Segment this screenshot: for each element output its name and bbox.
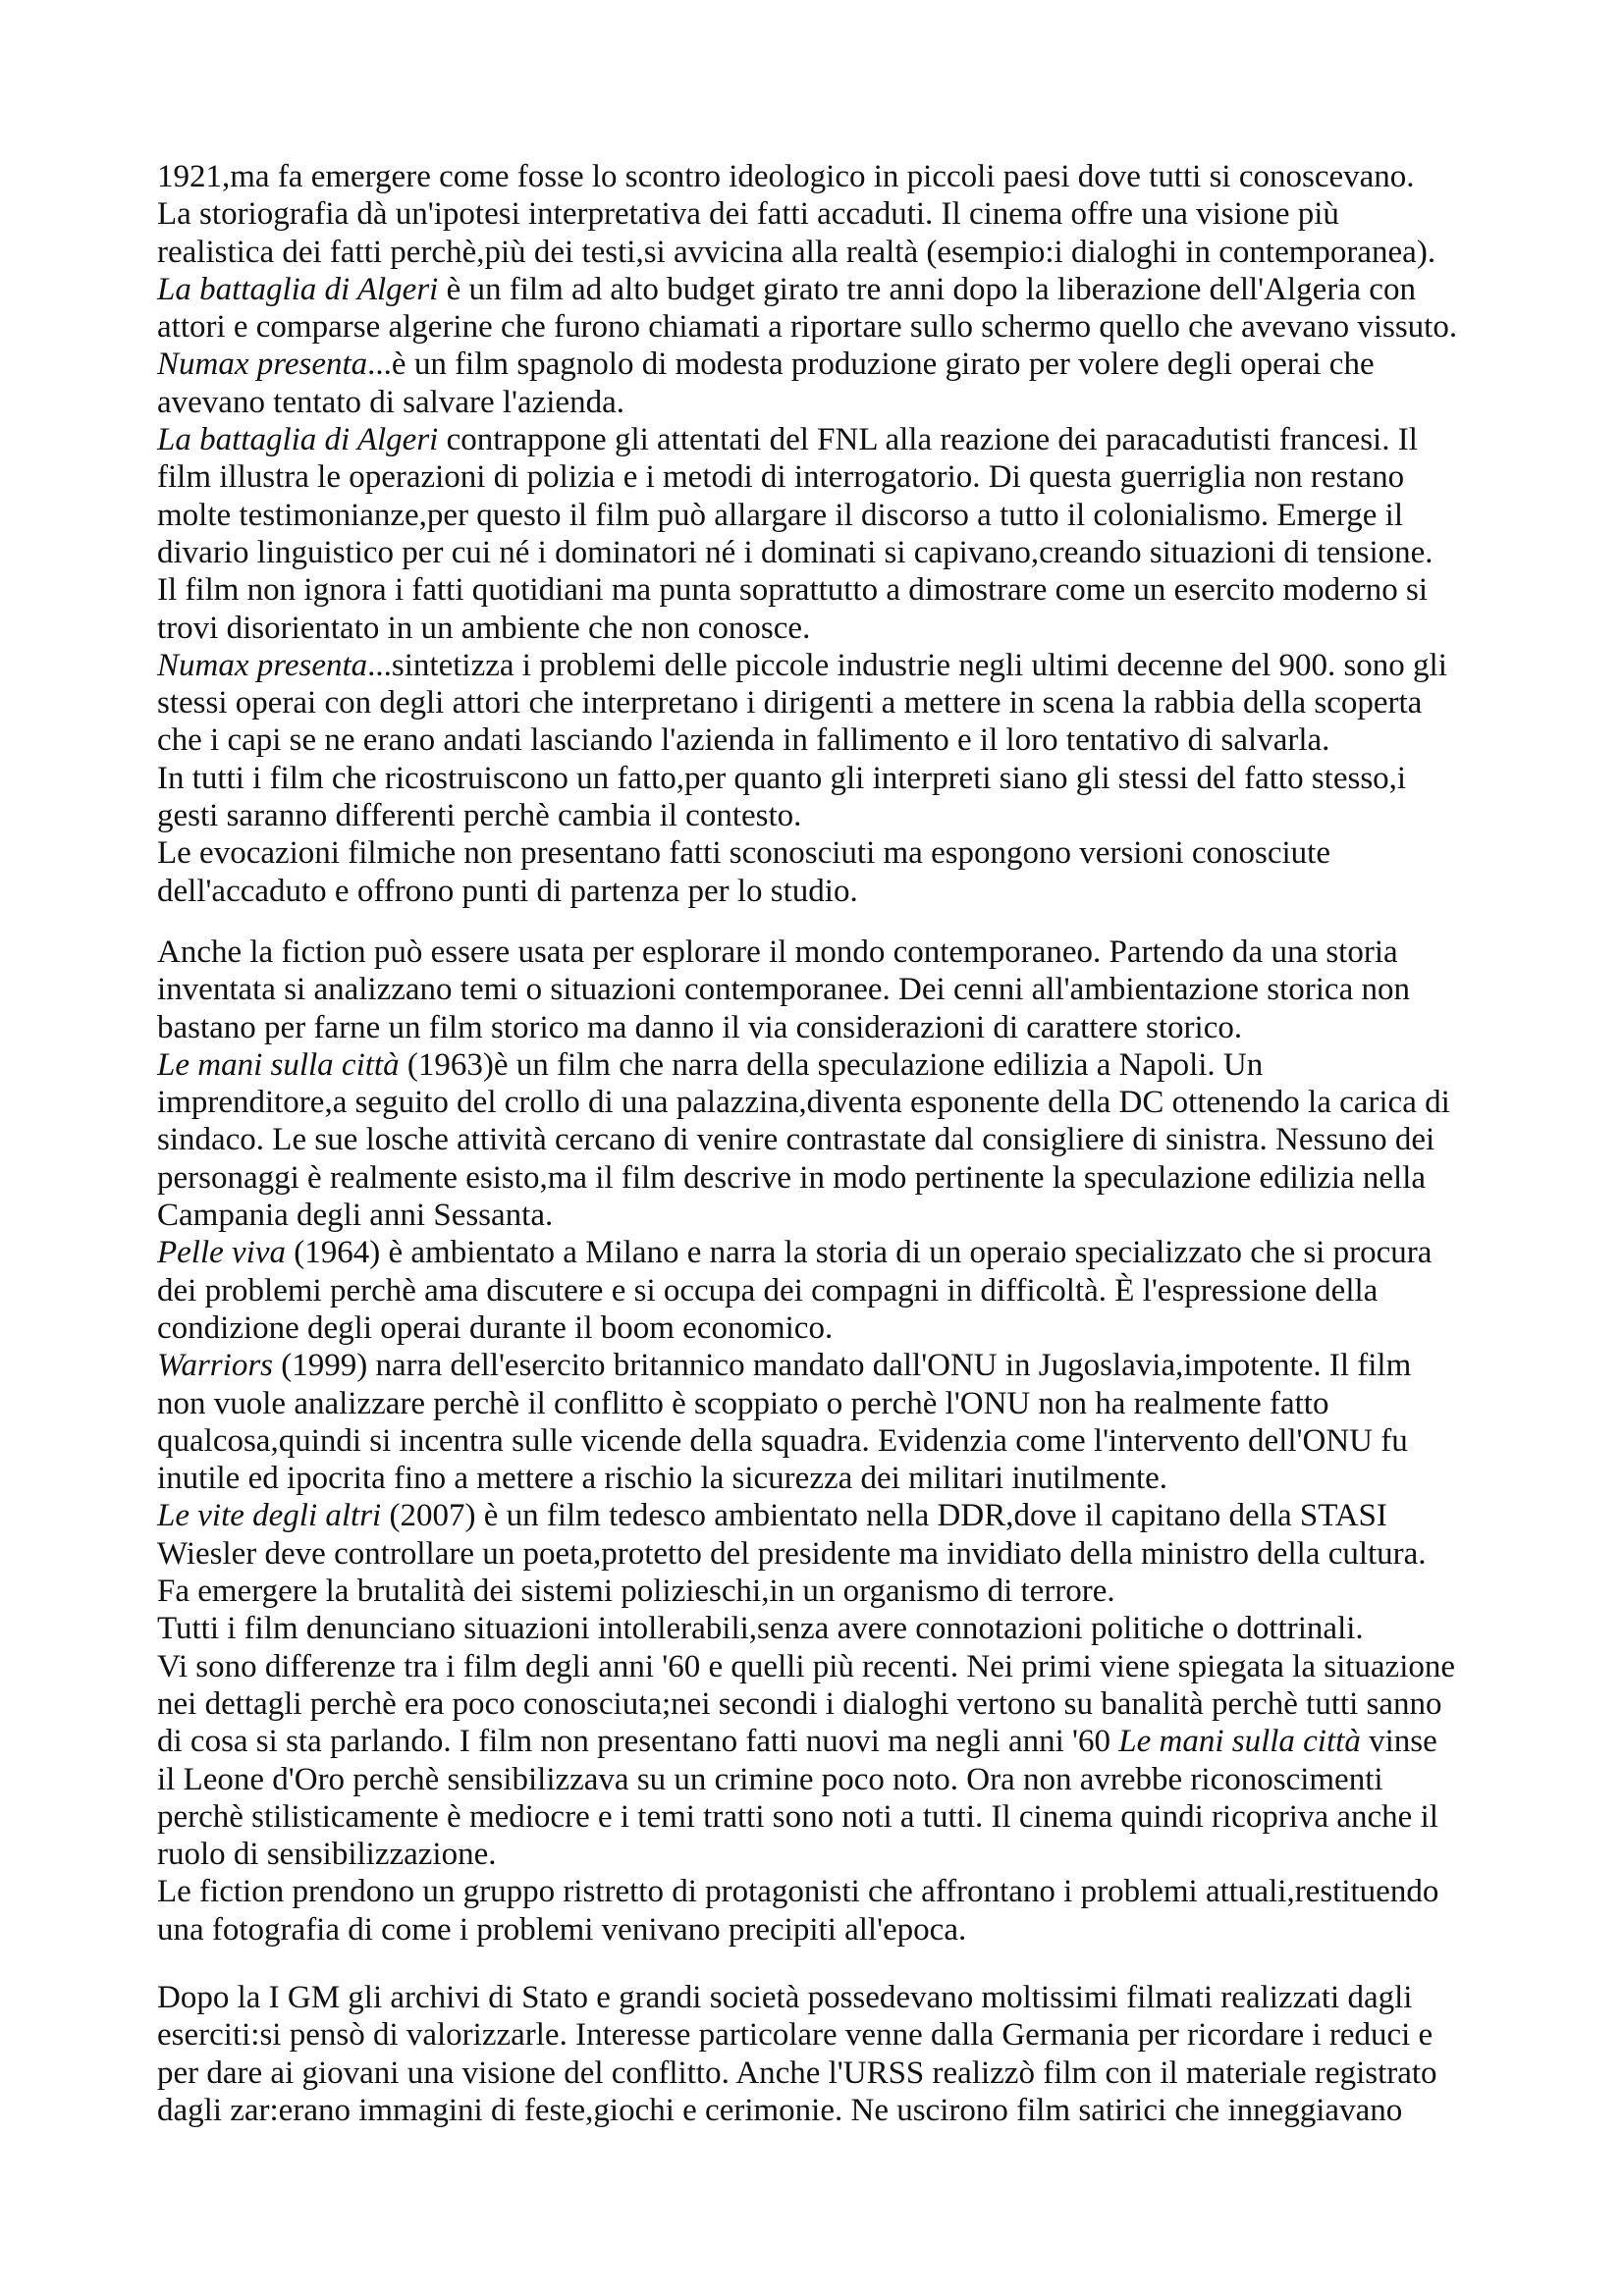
text-line: [157, 1084, 1532, 1121]
text-segment: una fotografia di come i problemi venivano precipiti all'epoca.: [157, 1911, 967, 1948]
text-line: [157, 384, 1532, 421]
text-line: [157, 1234, 1532, 1271]
text-line: [157, 1385, 1532, 1422]
text-line: [157, 934, 1532, 971]
text-segment: gesti saranno differenti perchè cambia il contesto.: [157, 798, 802, 834]
text-segment: avevano tentato di salvare l'azienda.: [157, 384, 624, 420]
text-line: [157, 873, 1532, 910]
text-line: [157, 1798, 1532, 1836]
text-line: [157, 721, 1532, 759]
text-segment: che i capi se ne erano andati lasciando l'azienda in fallimento e il loro tentativo di salvarla.: [157, 722, 1330, 759]
text-segment: personaggi è realmente esisto,ma il film descrive in modo pertinente la speculazione edilizia nella: [157, 1159, 1427, 1196]
text-segment: qualcosa,quindi si incentra sulle vicende della squadra. Evidenzia come l'intervento dell'ONU fu: [157, 1422, 1408, 1459]
text-line: [157, 234, 1532, 271]
text-line: [157, 1121, 1532, 1158]
text-segment: il Leone d'Oro perchè sensibilizzava su un crimine poco noto. Ora non avrebbe riconoscimenti: [157, 1761, 1383, 1797]
text-line: [157, 1648, 1532, 1685]
text-line: [157, 1535, 1532, 1573]
text-line: [157, 1197, 1532, 1234]
text-line: [157, 1685, 1532, 1723]
text-segment: (2007) è un film tedesco ambientato nella DDR,dove il capitano della STASI: [381, 1498, 1387, 1534]
text-line: [157, 1422, 1532, 1460]
film-title: Pelle viva: [157, 1235, 287, 1271]
text-line: [157, 684, 1532, 721]
text-line: [157, 308, 1532, 346]
text-line: [157, 1761, 1532, 1798]
text-line: [157, 1009, 1532, 1046]
text-segment: La storiografia dà un'ipotesi interpretativa dei fatti accaduti. Il cinema offre una visione più: [157, 196, 1339, 233]
text-line: [157, 158, 1532, 195]
text-segment: nei dettagli perchè era poco conosciuta;nei secondi i dialoghi vertono su banalità perchè tutti sanno: [157, 1685, 1442, 1722]
text-line: [157, 2055, 1532, 2092]
text-segment: per dare ai giovani una visione del conflitto. Anche l'URSS realizzò film con il materiale registrato: [157, 2055, 1437, 2091]
text-segment: Le evocazioni filmiche non presentano fatti sconosciuti ma espongono versioni conosciute: [157, 835, 1330, 872]
text-segment: non vuole analizzare perchè il conflitto è scoppiato o perchè l'ONU non ha realmente fatto: [157, 1385, 1329, 1421]
text-segment: (1963)è un film che narra della speculazione edilizia a Napoli. Un: [399, 1046, 1264, 1083]
text-segment: dagli zar:erano immagini di feste,giochi e cerimonie. Ne uscirono film satirici che inneggiavano: [157, 2092, 1403, 2128]
paragraph-1: [157, 158, 1532, 910]
text-line: [157, 1497, 1532, 1534]
text-line: [157, 1460, 1532, 1497]
text-line: [157, 760, 1532, 797]
text-line: [157, 1309, 1532, 1347]
film-title: Le vite degli altri: [157, 1498, 382, 1534]
text-line: [157, 1979, 1532, 2016]
text-segment: contrappone gli attentati del FNL alla reazione dei paracadutisti francesi. Il: [438, 422, 1418, 458]
film-title: Numax presenta: [157, 347, 368, 383]
text-segment: inventata si analizzano temi o situazioni contemporanee. Dei cenni all'ambientazione storica non: [157, 972, 1410, 1008]
text-line: [157, 534, 1532, 571]
text-segment: (1999) narra dell'esercito britannico mandato dall'ONU in Jugoslavia,impotente. Il film: [273, 1348, 1412, 1384]
text-segment: Le fiction prendono un gruppo ristretto di protagonisti che affrontano i problemi attuali,restituendo: [157, 1874, 1439, 1910]
text-segment: Campania degli anni Sessanta.: [157, 1198, 554, 1234]
text-segment: Il film non ignora i fatti quotidiani ma punta soprattutto a dimostrare come un esercito moderno si: [157, 572, 1429, 609]
text-segment: attori e comparse algerine che furono chiamati a riportare sullo schermo quello che avevano vissuto.: [157, 309, 1458, 346]
text-segment: divario linguistico per cui né i dominatori né i dominati si capivano,creando situazioni di tensione.: [157, 534, 1434, 570]
text-segment: ...sintetizza i problemi delle piccole industrie negli ultimi decenne del 900. sono gli: [367, 647, 1447, 683]
text-segment: (1964) è ambientato a Milano e narra la storia di un operaio specializzato che si procura: [286, 1235, 1433, 1271]
text-line: [157, 346, 1532, 383]
text-line: [157, 1347, 1532, 1384]
text-segment: bastano per farne un film storico ma danno il via considerazioni di carattere storico.: [157, 1009, 1243, 1045]
text-segment: Vi sono differenze tra i film degli anni '60 e quelli più recenti. Nei primi viene spiegata la situazione: [157, 1648, 1456, 1684]
text-line: [157, 1610, 1532, 1647]
text-segment: Wiesler deve controllare un poeta,protetto del presidente ma invidiato della ministro della cultura.: [157, 1535, 1427, 1572]
film-title: La battaglia di Algeri: [157, 271, 439, 307]
text-segment: ...è un film spagnolo di modesta produzione girato per volere degli operai che: [367, 347, 1375, 383]
text-segment: perchè stilisticamente è mediocre e i temi tratti sono noti a tutti. Il cinema quindi ricopriva anche il: [157, 1798, 1438, 1835]
text-line: [157, 1873, 1532, 1910]
text-segment: Anche la fiction può essere usata per esplorare il mondo contemporaneo. Partendo da una storia: [157, 934, 1398, 970]
text-line: [157, 571, 1532, 609]
text-line: [157, 2016, 1532, 2054]
film-title: Le mani sulla città: [157, 1046, 400, 1083]
text-line: [157, 195, 1532, 233]
text-line: [157, 1159, 1532, 1197]
text-line: [157, 797, 1532, 834]
film-title: Warriors: [157, 1348, 273, 1384]
text-segment: film illustra le operazioni di polizia e i metodi di interrogatorio. Di questa guerriglia non restano: [157, 459, 1405, 496]
text-segment: dei problemi perchè ama discutere e si occupa dei compagni in difficoltà. È l'espressione della: [157, 1272, 1379, 1308]
text-line: [157, 1046, 1532, 1084]
text-line: [157, 271, 1532, 308]
text-line: [157, 1272, 1532, 1309]
text-segment: trovi disorientato in un ambiente che non conosce.: [157, 610, 811, 646]
film-title: Numax presenta: [157, 647, 368, 683]
text-line: [157, 497, 1532, 534]
text-line: [157, 421, 1532, 458]
text-line: [157, 1836, 1532, 1873]
text-segment: ruolo di sensibilizzazione.: [157, 1837, 497, 1873]
text-line: [157, 647, 1532, 684]
text-segment: realistica dei fatti perchè,più dei testi,si avvicina alla realtà (esempio:i dialoghi in contemporanea).: [157, 234, 1436, 270]
text-line: [157, 458, 1532, 496]
text-segment: sindaco. Le sue losche attività cercano di venire contrastate dal consigliere di sinistra. Nessuno dei: [157, 1122, 1435, 1158]
text-segment: stessi operai con degli attori che interpretano i dirigenti a mettere in scena la rabbia della scoperta: [157, 685, 1423, 721]
text-segment: è un film ad alto budget girato tre anni dopo la liberazione dell'Algeria con: [438, 271, 1416, 307]
text-line: [157, 1911, 1532, 1949]
text-segment: condizione degli operai durante il boom economico.: [157, 1309, 834, 1346]
film-title: Le mani sulla città: [1118, 1724, 1361, 1760]
text-segment: dell'accaduto e offrono punti di partenza per lo studio.: [157, 873, 858, 909]
text-segment: Fa emergere la brutalità dei sistemi polizieschi,in un organismo di terrore.: [157, 1574, 1115, 1610]
text-segment: molte testimonianze,per questo il film può allargare il discorso a tutto il colonialismo. Emerge il: [157, 497, 1404, 533]
text-line: [157, 1723, 1532, 1760]
text-segment: inutile ed ipocrita fino a mettere a rischio la sicurezza dei militari inutilmente.: [157, 1461, 1168, 1497]
text-line: [157, 834, 1532, 872]
text-segment: di cosa si sta parlando. I film non presentano fatti nuovi ma negli anni '60: [157, 1724, 1119, 1760]
paragraph-3: [157, 1979, 1532, 2129]
text-segment: Tutti i film denunciano situazioni intollerabili,senza avere connotazioni politiche o dottrinali.: [157, 1611, 1364, 1647]
text-line: [157, 610, 1532, 647]
paragraph-2: [157, 934, 1532, 1949]
text-segment: Dopo la I GM gli archivi di Stato e grandi società possedevano moltissimi filmati realizzati dagli: [157, 1980, 1413, 2015]
text-segment: eserciti:si pensò di valorizzarle. Interesse particolare venne dalla Germania per ricordare i reduci e: [157, 2017, 1434, 2054]
text-line: [157, 1573, 1532, 1610]
text-segment: imprenditore,a seguito del crollo di una palazzina,diventa esponente della DC ottenendo la carica di: [157, 1085, 1450, 1121]
text-segment: In tutti i film che ricostruiscono un fatto,per quanto gli interpreti siano gli stessi del fatto stesso,i: [157, 760, 1407, 796]
text-segment: 1921,ma fa emergere come fosse lo scontro ideologico in piccoli paesi dove tutti si conoscevano.: [157, 159, 1415, 194]
text-line: [157, 2092, 1532, 2129]
film-title: La battaglia di Algeri: [157, 422, 439, 458]
text-line: [157, 971, 1532, 1008]
text-segment: vinse: [1360, 1724, 1437, 1760]
